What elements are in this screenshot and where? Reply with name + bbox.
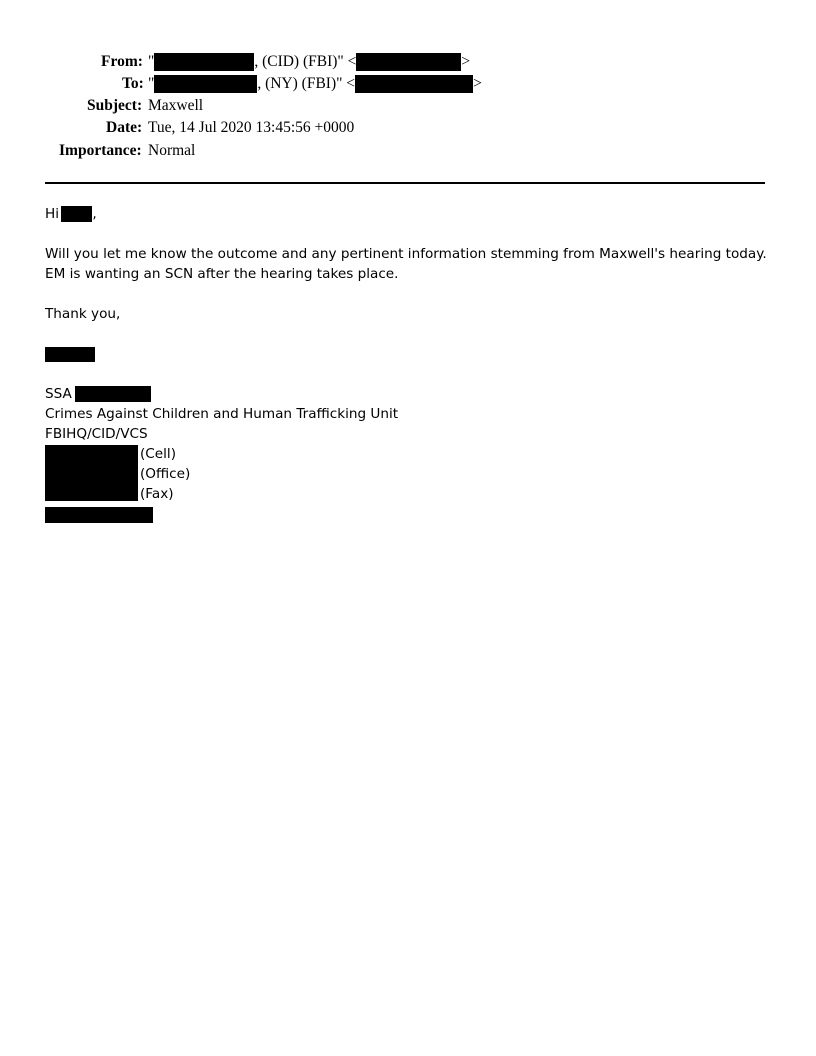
phone-office-label: (Office) <box>140 466 191 482</box>
message-paragraph: Will you let me know the outcome and any pertinent information stemming from Maxwell's hearing today. EM is wanting an SCN after the hearing takes place. <box>45 246 767 282</box>
from-label: From: <box>101 53 143 70</box>
subject-value: Maxwell <box>148 97 204 114</box>
redaction-box <box>61 206 92 222</box>
redaction-box <box>154 53 254 71</box>
to-row <box>0 73 700 95</box>
from-row <box>0 51 700 73</box>
redaction-box <box>355 75 473 93</box>
date-label: Date: <box>106 119 143 136</box>
signature-title-line: SSA <box>45 384 775 404</box>
phone-fax-label: (Fax) <box>140 486 174 502</box>
date-value: Tue, 14 Jul 2020 13:45:56 +0000 <box>148 119 355 136</box>
signature-org: FBIHQ/CID/VCS <box>45 426 148 442</box>
sender-name-redaction <box>45 347 95 362</box>
importance-value: Normal <box>148 142 196 159</box>
subject-label: Subject: <box>87 97 143 114</box>
redaction-box <box>154 75 257 93</box>
phone-numbers-redaction <box>45 445 138 501</box>
phone-cell-label: (Cell) <box>140 446 177 462</box>
to-label: To: <box>122 75 144 92</box>
redaction-box <box>356 53 461 71</box>
header-divider <box>45 182 765 184</box>
closing-line: Thank you, <box>45 306 121 322</box>
to-value: " , (NY) (FBI)" < > <box>148 75 482 92</box>
email-redaction <box>45 507 153 523</box>
date-row <box>0 117 700 139</box>
from-value: " , (CID) (FBI)" < > <box>148 53 471 70</box>
importance-row <box>0 140 700 162</box>
subject-row <box>0 95 700 117</box>
redaction-box <box>75 386 151 402</box>
greeting-line: Hi , <box>45 206 97 222</box>
signature-unit: Crimes Against Children and Human Trafficking Unit <box>45 406 399 422</box>
importance-label: Importance: <box>59 142 142 159</box>
